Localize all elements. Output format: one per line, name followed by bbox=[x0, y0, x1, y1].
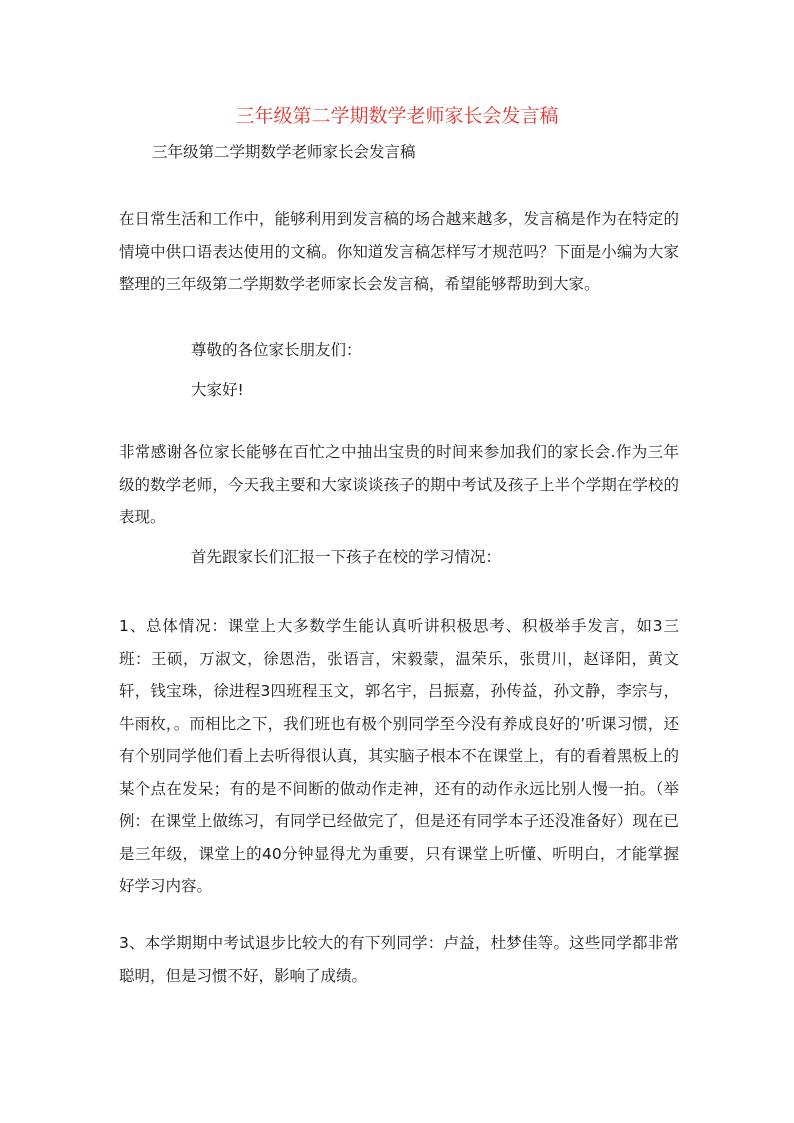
report-intro-line: 首先跟家长们汇报一下孩子在校的学习情况： bbox=[191, 548, 502, 566]
document-subtitle: 三年级第二学期数学老师家长会发言稿 bbox=[152, 143, 416, 161]
greeting-line: 尊敬的各位家长朋友们： bbox=[191, 341, 362, 359]
intro-paragraph: 在日常生活和工作中，能够利用到发言稿的场合越来越多，发言稿是作为在特定的情境中供口语表达使用的文稿。你知道发言稿怎样写才规范吗？下面是小编为大家整理的三年级第二学期数学老师家长会发言稿，希望能够帮助到大家。 bbox=[119, 210, 679, 293]
overall-situation-paragraph: 1、总体情况：课堂上大多数学生能认真听讲积极思考、积极举手发言，如3三班：王硕，万淑文，徐恩浩，张语言，宋毅蒙，温荣乐，张贯川，赵译阳，黄文轩，钱宝珠，徐进程3四班程玉文，郭名宇，吕振嘉，孙传益，孙文静，李宗与，牛雨枚，。而相比之下，我们班也有极个别同学至今没有养成良好的’听课习惯，还有个别同学他们看上去听得很认真，其实脑子根本不在课堂上，有的看着黑板上的某个点在发呆；有的是不间断的做动作走神，还有的动作永远比别人慢一拍。（举例：在课堂上做练习，有同学已经做完了，但是还有同学本子还没准备好）现在已是三年级，课堂上的40分钟显得尤为重要，只有课堂上听懂、听明白，才能掌握好学习内容。 bbox=[119, 617, 679, 895]
thanks-paragraph: 非常感谢各位家长能够在百忙之中抽出宝贵的时间来参加我们的家长会.作为三年级的数学老师，今天我主要和大家谈谈孩子的期中考试及孩子上半个学期在学校的表现。 bbox=[119, 443, 679, 526]
document-title: 三年级第二学期数学老师家长会发言稿 bbox=[235, 105, 559, 127]
hello-line: 大家好! bbox=[191, 381, 244, 399]
decline-students-paragraph: 3、本学期期中考试退步比较大的有下列同学：卢益，杜梦佳等。这些同学都非常聪明，但是习惯不好，影响了成绩。 bbox=[119, 934, 679, 985]
